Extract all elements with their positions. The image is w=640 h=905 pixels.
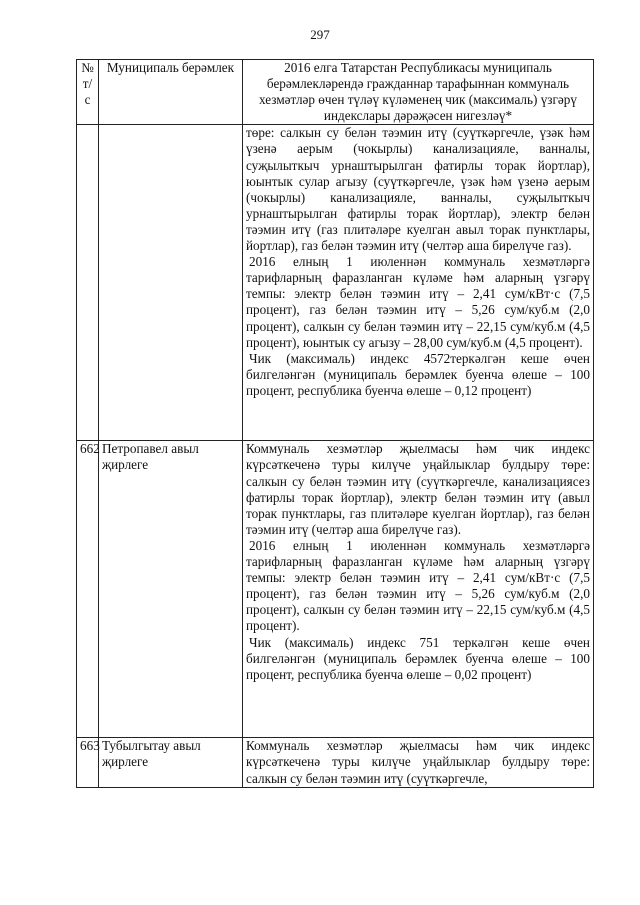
row-number: 662 <box>77 441 99 738</box>
header-description <box>243 60 594 125</box>
paragraph: Коммуналь хезмәтләр җыелмасы һәм чик индекс күрсәткеченә туры килүче уңайлыклар булдыру төре: салкын су белән тәэмин итү (суүткәргечле, <box>246 738 590 786</box>
header-description-label: 2016 елга Татарстан Республикасы муниципаль берәмлекләрендә гражданнар тарафыннан коммуналь хезмәтләр өчен түләү күләменең чик (максималь) үзгәрү индекслары дәрәҗәсен нигезләү* <box>259 60 577 124</box>
paragraph: 2016 елның 1 июленнән коммуналь хезмәтләргә тарифларның фаразланган күләме һәм аларның үзгәрү темпы: электр белән тәэмин итү – 2,41 сум/кВт·с (7,5 процент), газ белән тәэмин итү – 5,26 сум/куб.м (2,0 процент), салкын су белән тәэмин итү – 22,15 сум/куб.м (4,5 процент), юынтык су агызу – 28,00 сум/куб.м (4,5 процент). <box>246 254 590 350</box>
row-number <box>77 125 99 441</box>
paragraph: төре: салкын су белән тәэмин итү (суүткәргечле, үзәк һәм үзенә аерым (чокырлы) канализацияле, ванналы, суҗылыткыч урнаштырылган фатирлы торак йортлар), юынтык сулар агызу (суүткәргечле, үзәк һәм үзенә аерым (чокырлы) канализацияле, ванналы, суҗылыткыч урнаштырылган фатирлы торак йортлар), электр белән тәэмин итү (газ плитәләре куелган авыл торак пунктлары, йортлар), газ белән тәэмин итү (челтәр аша бирелүче газ). <box>246 125 590 254</box>
row-municipality <box>99 125 243 441</box>
tariff-table <box>76 59 594 788</box>
paragraph: Чик (максималь) индекс 4572теркәлгән кеше өчен билгеләнгән (муниципаль берәмлек буенча өлеше – 100 процент, республика буенча өлеше – 0,12 процент) <box>246 350 590 398</box>
table-row <box>77 738 594 787</box>
row-description <box>243 441 594 738</box>
page-number: 297 <box>310 27 330 42</box>
header-number-label: № т/с <box>81 60 94 108</box>
row-municipality: Тубылгытау авыл җирлеге <box>99 738 243 787</box>
row-number: 663 <box>77 738 99 787</box>
table-row <box>77 441 594 738</box>
header-number <box>77 60 99 125</box>
row-description <box>243 125 594 441</box>
row-description <box>243 738 594 787</box>
row-municipality: Петропавел авыл җирлеге <box>99 441 243 738</box>
table-row <box>77 125 594 441</box>
header-municipality-label: Муниципаль берәмлек <box>106 60 235 75</box>
paragraph: Чик (максималь) индекс 751 теркәлгән кеше өчен билгеләнгән (муниципаль берәмлек буенча өлеше – 100 процент, республика буенча өлеше – 0,02 процент) <box>246 634 590 682</box>
paragraph: Коммуналь хезмәтләр җыелмасы һәм чик индекс күрсәткеченә туры килүче уңайлыклар булдыру төре: салкын су белән тәэмин итү (суүткәргечле, канализациясез фатирлы торак йортлар), электр белән тәэмин итү (авыл торак пунктлары, газ плитәләре куелган йортлар), газ белән тәэмин итү (челтәр аша бирелүче газ). <box>246 441 590 537</box>
paragraph: 2016 елның 1 июленнән коммуналь хезмәтләргә тарифларның фаразланган күләме һәм аларның үзгәрү темпы: электр белән тәэмин итү – 2,41 сум/кВт·с (7,5 процент), газ белән тәэмин итү – 5,26 сум/куб.м (2,0 процент), салкын су белән тәэмин итү – 22,15 сум/куб.м (4,5 процент). <box>246 537 590 634</box>
header-municipality <box>99 60 243 125</box>
table-header-row <box>77 60 594 125</box>
